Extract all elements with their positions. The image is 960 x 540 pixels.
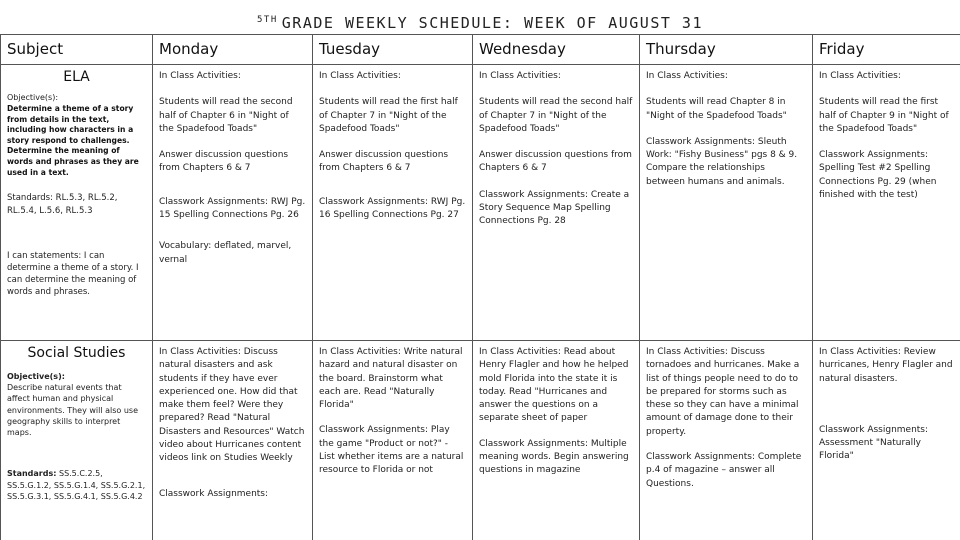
classwork-text: Classwork Assignments: Sleuth Work: "Fishy Business" pgs 8 & 9. Compare the relationships between humans and animals. [646, 136, 798, 187]
activities-label: In Class Activities: [646, 71, 728, 81]
header-wednesday: Wednesday [473, 35, 640, 65]
classwork-text: Classwork Assignments: RWJ Pg. 16 Spelling Connections Pg. 27 [319, 196, 466, 221]
activities-label: In Class Activities: [159, 71, 241, 81]
social-studies-row [1, 341, 960, 540]
ss-objective-text: Describe natural events that affect human and physical environments. They will also use geography skills to interpret maps. [7, 383, 139, 438]
activity-text: In Class Activities: Discuss tornadoes and hurricanes. Make a list of things people need to do to be prepared for storms such as these so they can have a minimal amount of damage done to their property. [646, 347, 800, 437]
ela-wednesday-cell [473, 65, 640, 341]
ela-monday-cell [153, 65, 313, 341]
classwork-text: Classwork Assignments: Multiple meaning words. Begin answering questions in magazine [479, 438, 629, 476]
activity-text: In Class Activities: Read about Henry Flagler and how he helped mold Florida into the state it is today. Read "Hurricanes and answer the questions on a separate sheet of paper [479, 347, 629, 424]
ss-standards-label: Standards: [7, 469, 57, 479]
ela-row [1, 65, 960, 341]
ela-subject-cell [1, 65, 153, 341]
title-superscript: 5TH [257, 15, 278, 25]
objective-label: Objective(s): [7, 93, 59, 102]
ss-thursday-cell [640, 341, 813, 540]
classwork-text: Classwork Assignments: Assessment "Naturally Florida" [819, 424, 929, 462]
header-subject: Subject [1, 35, 153, 65]
ss-standards-text: SS.5.C.2.5, SS.5.G.1.2, SS.5.G.1.4, SS.5.G.2.1, SS.5.G.3.1, SS.5.G.4.1, SS.5.G.4.2 [7, 469, 146, 502]
activity-text: In Class Activities: Write natural hazard and natural disaster on the board. Brainstorm what each are. Read "Naturally Florida" [319, 347, 463, 411]
activity-text: Students will read Chapter 8 in "Night of the Spadefood Toads" [646, 97, 787, 121]
header-thursday: Thursday [640, 35, 813, 65]
classwork-text: Classwork Assignments: Complete p.4 of magazine – answer all Questions. [646, 452, 802, 489]
classwork-text: Classwork Assignments: Create a Story Sequence Map Spelling Connections Pg. 28 [479, 189, 630, 227]
weekly-schedule-table [0, 34, 960, 540]
activity-text: Answer discussion questions from Chapters 6 & 7 [319, 150, 449, 174]
page-title [0, 14, 960, 32]
activity-text: Answer discussion questions from Chapters 6 & 7 [159, 150, 289, 174]
header-monday: Monday [153, 35, 313, 65]
subject-name-social-studies: Social Studies [27, 345, 126, 361]
header-tuesday: Tuesday [313, 35, 473, 65]
classwork-text: Classwork Assignments: RWJ Pg. 15 Spelling Connections Pg. 26 [159, 196, 306, 221]
classwork-text: Classwork Assignments: Play the game "Product or not?" - List whether items are a natural resource to Florida or not [319, 425, 464, 476]
activity-text: In Class Activities: Discuss natural disasters and ask students if they have ever experienced one. How did that make them feel? Were they prepared? Read "Natural Disasters and Resources" Watch video about Hurricanes content videos link on Studies Weekly [159, 347, 305, 464]
activity-text: Students will read the first half of Chapter 7 in "Night of the Spadefood Toads" [319, 97, 458, 134]
objective-text: Determine a theme of a story from details in the text, including how characters in a story respond to challenges. Determine the meaning of words and phrases as they are used in a text. [7, 104, 139, 177]
ela-tuesday-cell [313, 65, 473, 341]
ela-friday-cell [813, 65, 960, 341]
ss-objective-label: Objective(s): [7, 372, 65, 381]
ss-friday-cell [813, 341, 960, 540]
ss-standards [7, 468, 146, 503]
ss-tuesday-cell [313, 341, 473, 540]
vocabulary-text: Vocabulary: deflated, marvel, vernal [159, 241, 292, 265]
header-friday: Friday [813, 35, 960, 65]
subject-name-ela: ELA [63, 69, 90, 85]
activity-text: In Class Activities: Review hurricanes, Henry Flagler and natural disasters. [819, 347, 953, 384]
ss-objective [7, 371, 146, 438]
title-text: GRADE WEEKLY SCHEDULE: WEEK OF AUGUST 31 [281, 14, 703, 32]
activities-label: In Class Activities: [819, 71, 901, 81]
activity-text: Students will read the second half of Chapter 6 in "Night of the Spadefood Toads" [159, 97, 293, 134]
ela-thursday-cell [640, 65, 813, 341]
activity-text: Students will read the first half of Chapter 9 in "Night of the Spadefood Toads" [819, 97, 949, 134]
activities-label: In Class Activities: [319, 71, 401, 81]
i-can-statements: I can statements: I can determine a theme of a story. I can determine the meaning of words and phrases. [7, 251, 139, 298]
standards-text: Standards: RL.5.3, RL.5.2, RL.5.4, L.5.6, RL.5.3 [7, 193, 118, 217]
ss-subject-cell [1, 341, 153, 540]
classwork-text: Classwork Assignments: Spelling Test #2 Spelling Connections Pg. 29 (when finished with the test) [819, 150, 937, 201]
ss-monday-cell [153, 341, 313, 540]
activity-text: Answer discussion questions from Chapters 6 & 7 [479, 150, 632, 174]
classwork-text: Classwork Assignments: [159, 488, 269, 499]
activity-text: Students will read the second half of Chapter 7 in "Night of the Spadefood Toads" [479, 97, 633, 134]
ss-wednesday-cell [473, 341, 640, 540]
header-row [1, 35, 960, 65]
activities-label: In Class Activities: [479, 71, 561, 81]
